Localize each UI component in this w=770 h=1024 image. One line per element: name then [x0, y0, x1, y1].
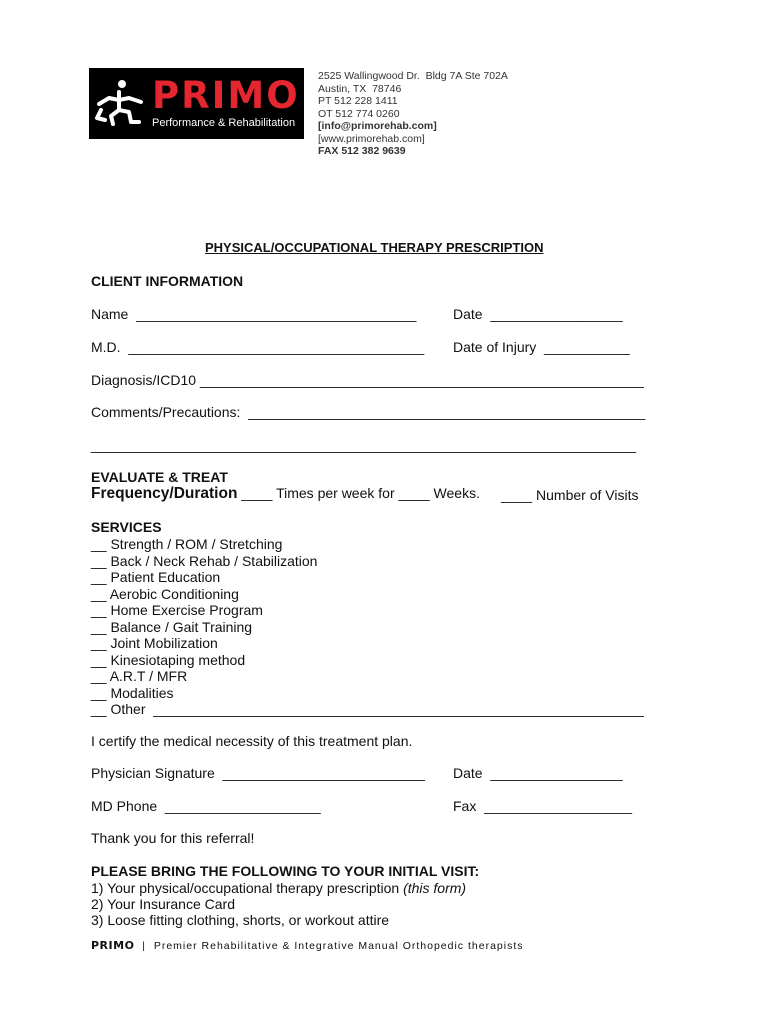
- service-item-other[interactable]: __ Other _______________________________________________________________: [91, 701, 644, 717]
- services-list: [91, 536, 644, 718]
- phone-pt: PT 512 228 1411: [318, 95, 398, 107]
- name-field[interactable]: Name ____________________________________: [91, 306, 417, 322]
- client-info-heading: CLIENT INFORMATION: [91, 273, 244, 289]
- service-item[interactable]: __ Aerobic Conditioning: [91, 585, 239, 602]
- date-of-injury-field[interactable]: Date of Injury ___________: [453, 339, 630, 355]
- address-line: 2525 Wallingwood Dr. Bldg 7A Ste 702A: [318, 70, 508, 82]
- md-field[interactable]: M.D. ______________________________________: [91, 339, 425, 355]
- service-item[interactable]: __ Patient Education: [91, 569, 221, 585]
- fax-number: FAX 512 382 9639: [318, 145, 406, 157]
- footer-separator: |: [134, 940, 154, 952]
- frequency-field[interactable]: ____ Times per week for ____ Weeks.: [237, 485, 480, 501]
- diagnosis-field[interactable]: Diagnosis/ICD10 _________________________________________________________: [91, 372, 644, 388]
- bring-item-note: (this form): [403, 880, 467, 896]
- email-link[interactable]: [info@primorehab.com]: [318, 120, 437, 132]
- bring-item-text: 1) Your physical/occupational therapy prescription: [91, 880, 404, 896]
- website-link[interactable]: [www.primorehab.com]: [318, 132, 425, 145]
- service-item[interactable]: __ Strength / ROM / Stretching: [91, 536, 283, 552]
- fax-field[interactable]: Fax ___________________: [453, 798, 633, 814]
- footer-logo: PRIMO: [91, 939, 135, 952]
- form-title: PHYSICAL/OCCUPATIONAL THERAPY PRESCRIPTION: [205, 240, 544, 255]
- phone-ot: OT 512 774 0260: [318, 107, 400, 120]
- service-item[interactable]: __ Modalities: [91, 684, 174, 701]
- thanks-text: Thank you for this referral!: [91, 830, 255, 846]
- service-item[interactable]: __ Joint Mobilization: [91, 635, 218, 651]
- bring-heading: PLEASE BRING THE FOLLOWING TO YOUR INITIAL VISIT:: [91, 863, 480, 879]
- signature-date-field[interactable]: Date _________________: [453, 765, 623, 781]
- frequency-row: [91, 485, 480, 503]
- service-item[interactable]: __ Back / Neck Rehab / Stabilization: [91, 552, 318, 569]
- visits-field[interactable]: ____ Number of Visits: [501, 487, 639, 503]
- services-heading: SERVICES: [91, 519, 162, 535]
- comments-field[interactable]: Comments/Precautions: ___________________________________________________: [91, 404, 646, 420]
- service-item[interactable]: __ A.R.T / MFR: [91, 668, 188, 684]
- service-item[interactable]: __ Balance / Gait Training: [91, 618, 253, 635]
- logo-tagline: Performance & Rehabilitation: [152, 117, 296, 129]
- comments-line-2[interactable]: ______________________________________________________________________: [91, 437, 637, 453]
- certify-statement: I certify the medical necessity of this treatment plan.: [91, 733, 413, 749]
- address-line: Austin, TX 78746: [318, 82, 402, 95]
- bring-item: 2) Your Insurance Card: [91, 896, 235, 912]
- md-phone-field[interactable]: MD Phone ____________________: [91, 798, 321, 814]
- footer: [91, 939, 524, 952]
- service-item[interactable]: __ Kinesiotaping method: [91, 651, 246, 668]
- frequency-label: Frequency/Duration: [91, 485, 238, 502]
- date-field[interactable]: Date _________________: [453, 306, 623, 322]
- bring-item: 3) Loose fitting clothing, shorts, or workout attire: [91, 912, 390, 928]
- evaluate-heading: EVALUATE & TREAT: [91, 469, 228, 485]
- address-block: [318, 70, 508, 158]
- service-item[interactable]: __ Home Exercise Program: [91, 602, 263, 618]
- logo-wordmark: PRIMO: [152, 74, 300, 117]
- logo: [89, 68, 304, 139]
- physician-signature-field[interactable]: Physician Signature __________________________: [91, 765, 425, 781]
- bring-item: [91, 880, 466, 896]
- footer-tagline: Premier Rehabilitative & Integrative Manual Orthopedic therapists: [153, 940, 524, 952]
- primo-figure-icon: [93, 76, 147, 128]
